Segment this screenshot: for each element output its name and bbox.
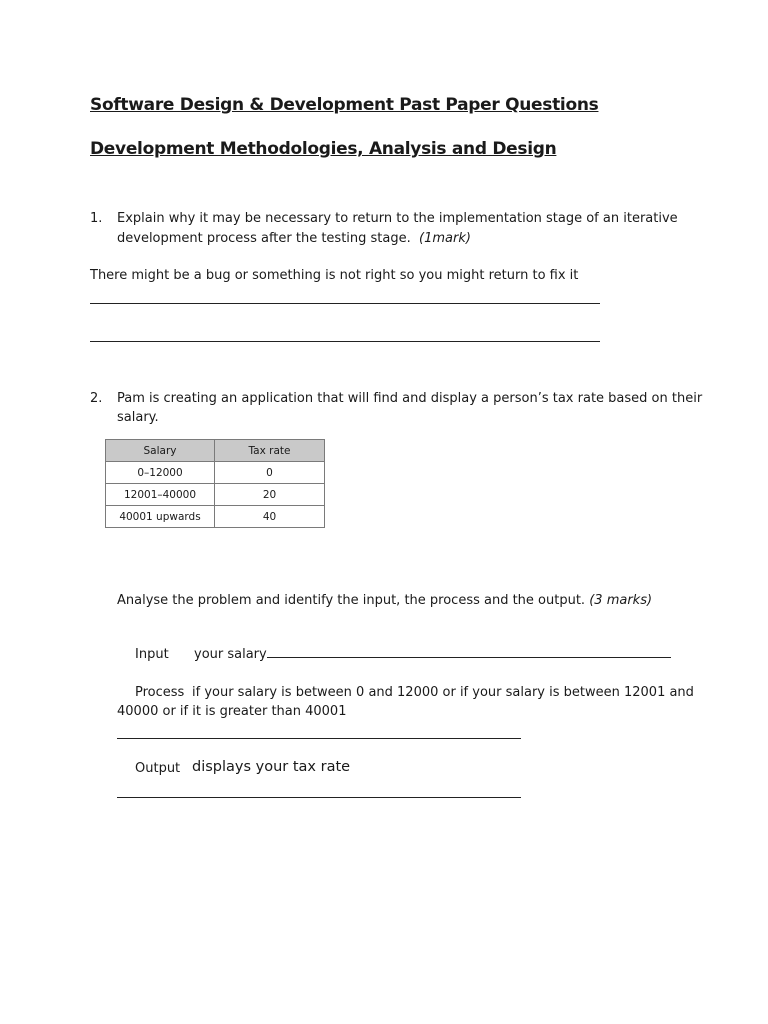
q1-text-line2-body: development process after the testing stage. bbox=[117, 231, 411, 246]
input-label: Input bbox=[135, 647, 169, 662]
table-row bbox=[106, 462, 325, 484]
table-row bbox=[106, 506, 325, 528]
q1-text-line1: Explain why it may be necessary to return to the implementation stage of an iterative bbox=[117, 211, 678, 226]
q1-number: 1. bbox=[90, 211, 103, 226]
input-answer: your salary bbox=[194, 647, 267, 662]
q2-instruction bbox=[117, 593, 652, 608]
table-header-salary: Salary bbox=[106, 440, 215, 462]
answer-line bbox=[90, 340, 600, 342]
table-cell: 0–12000 bbox=[106, 462, 215, 484]
answer-line bbox=[90, 302, 600, 304]
q1-text-line2 bbox=[117, 231, 471, 246]
answer-line bbox=[117, 796, 521, 798]
process-label: Process bbox=[135, 685, 185, 700]
table-cell: 12001–40000 bbox=[106, 484, 215, 506]
table-row bbox=[106, 484, 325, 506]
output-label: Output bbox=[135, 761, 181, 776]
answer-line bbox=[117, 737, 521, 739]
table-header-tax-rate: Tax rate bbox=[215, 440, 325, 462]
page-title: Software Design & Development Past Paper Questions bbox=[90, 95, 599, 115]
q2-instruction-text: Analyse the problem and identify the input, the process and the output. bbox=[117, 593, 586, 608]
table-header-row bbox=[106, 440, 325, 462]
q1-marks: (1mark) bbox=[419, 231, 471, 246]
process-answer-line2: 40000 or if it is greater than 40001 bbox=[117, 704, 347, 719]
table-cell: 20 bbox=[215, 484, 325, 506]
page-subtitle: Development Methodologies, Analysis and Design bbox=[90, 139, 557, 159]
table-cell: 40 bbox=[215, 506, 325, 528]
output-answer: displays your tax rate bbox=[192, 759, 351, 775]
q1-answer: There might be a bug or something is not right so you might return to fix it bbox=[90, 268, 579, 283]
input-answer-row bbox=[194, 647, 671, 662]
table-cell: 0 bbox=[215, 462, 325, 484]
q2-text-line1: Pam is creating an application that will find and display a person’s tax rate based on their bbox=[117, 391, 703, 406]
process-answer-line1: if your salary is between 0 and 12000 or if your salary is between 12001 and bbox=[192, 685, 694, 700]
table-cell: 40001 upwards bbox=[106, 506, 215, 528]
tax-rate-table bbox=[105, 439, 325, 528]
q2-instruction-marks: (3 marks) bbox=[589, 593, 653, 608]
q2-number: 2. bbox=[90, 391, 103, 406]
q2-text-line2: salary. bbox=[117, 410, 159, 425]
answer-line bbox=[267, 656, 671, 658]
